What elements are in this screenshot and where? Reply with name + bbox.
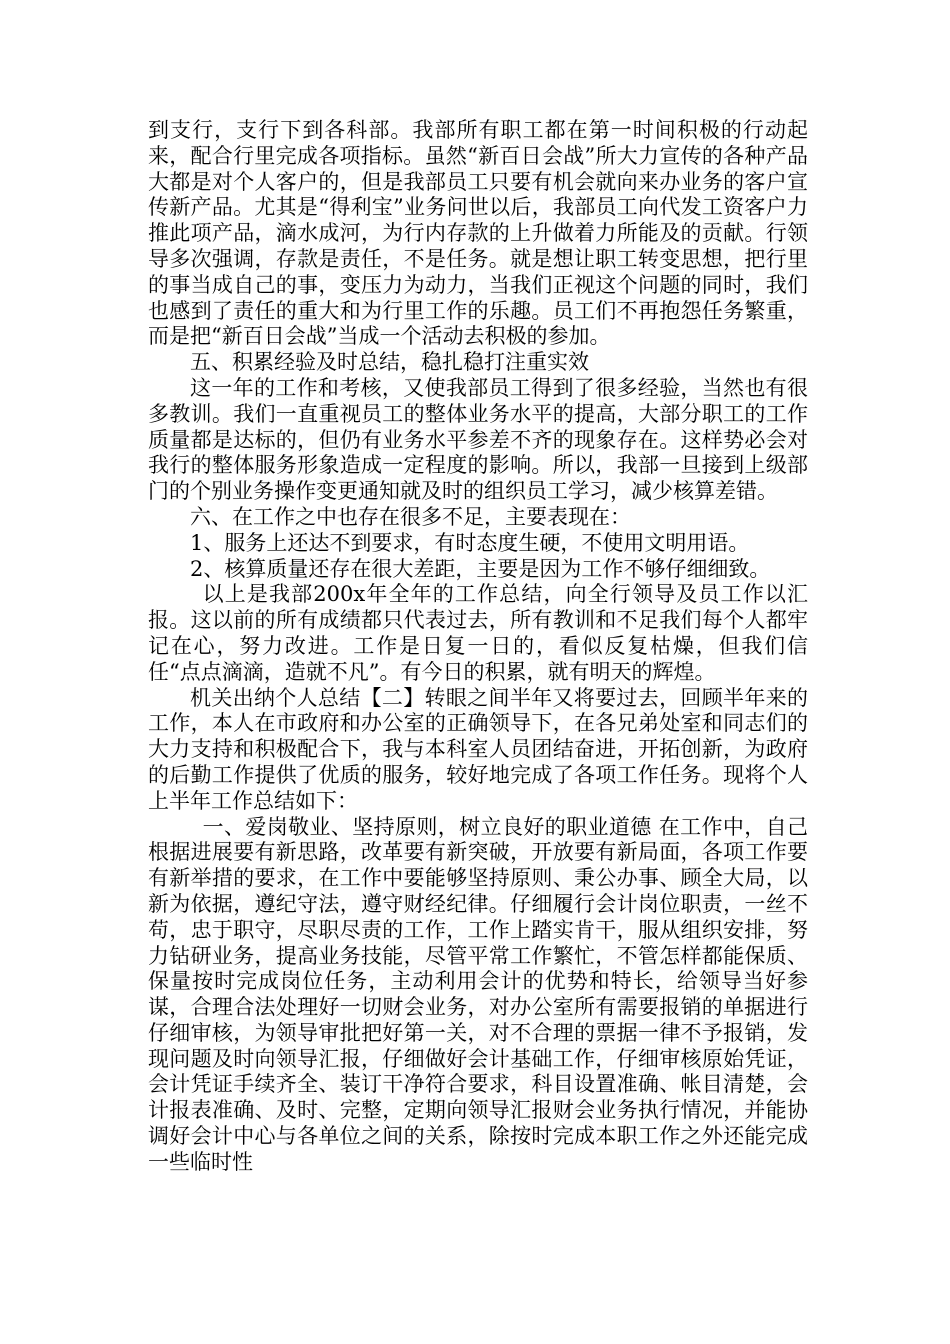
section-heading-five: 五、积累经验及时总结，稳扎稳打注重实效 (190, 350, 589, 375)
paragraph-summary: 以上是我部200x年全年的工作总结，向全行领导及员工作以汇报。这以前的所有成绩都只代表过去，所有教训和不足我们每个人都牢记在心，努力改进。工作是日复一日的，看似反复枯燥，但我们信任“点点滴滴，造就不凡”。有今日的积累，就有明天的辉煌。 (148, 582, 808, 684)
paragraph-cashier-summary-intro: 机关出纳个人总结【二】转眼之间半年又将要过去，回顾半年来的工作，本人在市政府和办公室的正确领导下，在各兄弟处室和同志们的大力支持和积极配合下，我与本科室人员团结奋进，开拓创新，为政府的后勤工作提供了优质的服务，较好地完成了各项工作任务。现将个人上半年工作总结如下： (148, 685, 808, 813)
section-heading-six: 六、在工作之中也存在很多不足，主要表现在： (190, 504, 631, 529)
paragraph-experience: 这一年的工作和考核，又使我部员工得到了很多经验，当然也有很多教训。我们一直重视员工的整体业务水平的提高，大部分职工的工作质量都是达标的，但仍有业务水平参差不齐的现象存在。这样势必会对我行的整体服务形象造成一定程度的影响。所以，我部一旦接到上级部门的个别业务操作变更通知就及时的组织员工学习，减少核算差错。 (148, 375, 808, 504)
paragraph-section-one: 一、爱岗敬业、坚持原则，树立良好的职业道德 在工作中，自己根据进展要有新思路，改革要有新突破，开放要有新局面，各项工作要有新举措的要求，在工作中要能够坚持原则、秉公办事、顾全大局，以新为依据，遵纪守法，遵守财经纪律。仔细履行会计岗位职责，一丝不苟，忠于职守，尽职尽责的工作，工作上踏实肯干，服从组织安排，努力钻研业务，提高业务技能，尽管平常工作繁忙，不管怎样都能保质、保量按时完成岗位任务，主动利用会计的优势和特长，给领导当好参谋，合理合法处理好一切财会业务，对办公室所有需要报销的单据进行仔细审核，为领导审批把好第一关，对不合理的票据一律不予报销，发现问题及时向领导汇报，仔细做好会计基础工作，仔细审核原始凭证，会计凭证手续齐全、装订干净符合要求，科目设置准确、帐目清楚，会计报表准确、及时、完整，定期向领导汇报财会业务执行情况，并能协调好会计中心与各单位之间的关系，除按时完成本职工作之外还能完成一些临时性 (148, 814, 808, 1174)
paragraph-continued-text: 到支行，支行下到各科部。我部所有职工都在第一时间积极的行动起来，配合行里完成各项指标。虽然“新百日会战”所大力宣传的各种产品大都是对个人客户的，但是我部员工只要有机会就向来办业务的客户宣传新产品。尤其是“得利宝”业务问世以后，我部员工向代发工资客户力推此项产品，滴水成河，为行内存款的上升做着力所能及的贡献。行领导多次强调，存款是责任，不是任务。就是想让职工转变思想，把行里的事当成自己的事，变压力为动力，当我们正视这个问题的同时，我们也感到了责任的重大和为行里工作的乐趣。员工们不再抱怨任务繁重，而是把“新百日会战”当成一个活动去积极的参加。 (148, 118, 808, 349)
list-item-two: 2、核算质量还存在很大差距，主要是因为工作不够仔细细致。 (190, 556, 771, 581)
list-item-one: 1、服务上还达不到要求，有时态度生硬，不使用文明用语。 (190, 530, 750, 555)
document-page (148, 118, 808, 1176)
